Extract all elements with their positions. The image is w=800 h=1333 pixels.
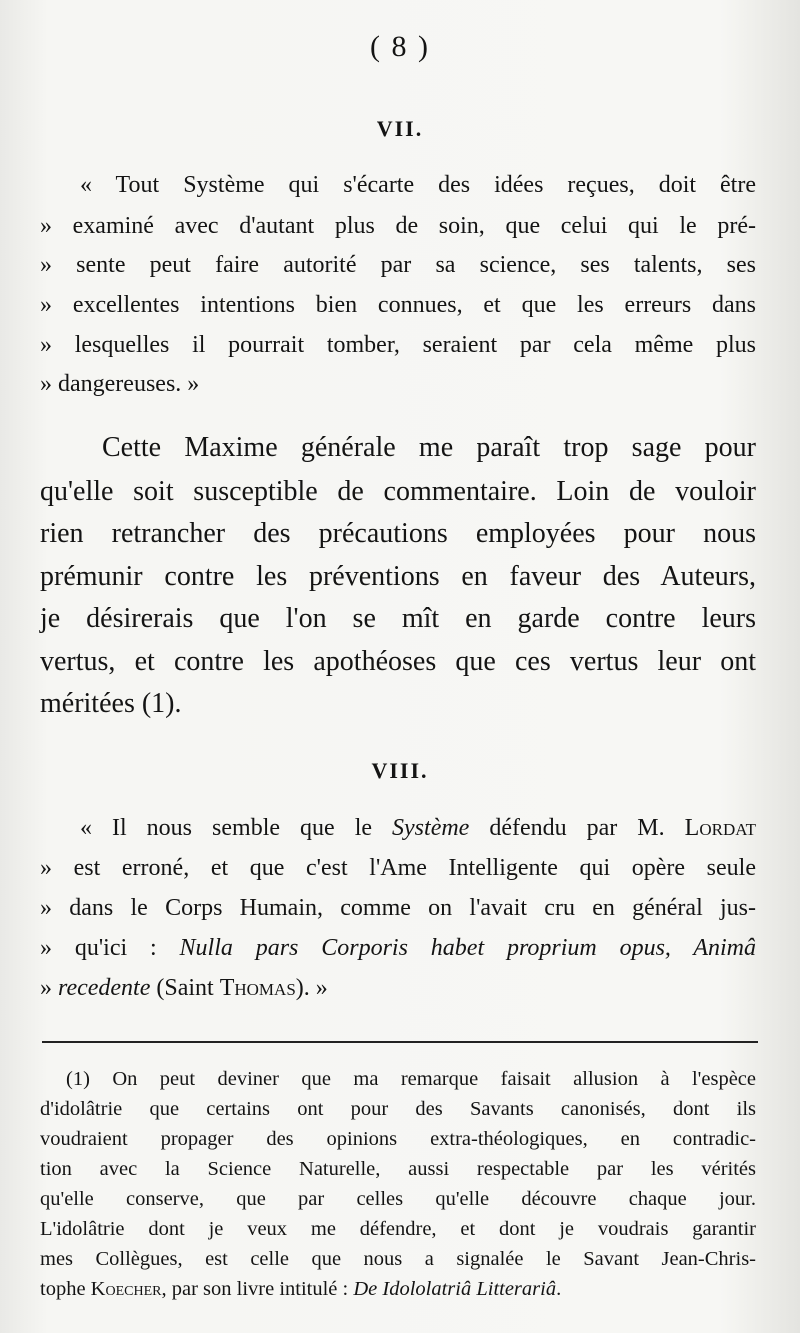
body-line: qu'elle soit susceptible de commentaire. Loin de vouloir (40, 476, 756, 507)
footnote-line: voudraient propager des opinions extra-théologiques, en contradic- (40, 1128, 756, 1150)
quote-line: » est erroné, et que c'est l'Ame Intelligente qui opère seule (40, 855, 756, 881)
footnote-line: (1) On peut deviner que ma remarque faisait allusion à l'espèce (66, 1068, 756, 1090)
body-line: rien retrancher des précautions employées pour nous (40, 518, 756, 549)
body-line: je désirerais que l'on se mît en garde contre leurs (40, 603, 756, 634)
quote-line: » lesquelles il pourrait tomber, seraient par cela même plus (40, 332, 756, 358)
section-heading-vii: VII. (376, 116, 424, 141)
quote-line: « Tout Système qui s'écarte des idées reçues, doit être (80, 172, 756, 198)
author-name: Koecher (90, 1278, 162, 1300)
quote-line: » sente peut faire autorité par sa science, ses talents, ses (40, 252, 756, 278)
footnote-line: L'idolâtrie dont je veux me défendre, et dont je voudrais garantir (40, 1218, 756, 1240)
quote-line: » examiné avec d'autant plus de soin, que celui qui le pré- (40, 213, 756, 239)
quote-line: « Il nous semble que le Système défendu par M. Lordat (80, 815, 757, 841)
latin-quote: recedente (58, 975, 151, 1001)
latin-quote: Nulla pars Corporis habet proprium opus, Animâ (179, 935, 756, 961)
page-number: ( 8 ) (370, 30, 430, 63)
footnote-line: tophe Koecher, par son livre intitulé : De Idololatriâ Litterariâ. (40, 1278, 562, 1300)
author-name: Thomas (219, 975, 296, 1001)
quote-line: » dangereuses. » (40, 371, 200, 397)
body-line: prémunir contre les préventions en faveur des Auteurs, (40, 561, 756, 592)
footnote-line: mes Collègues, est celle que nous a signalée le Savant Jean-Chris- (40, 1248, 756, 1270)
author-name: Lordat (684, 815, 757, 841)
italic-term: Système (392, 815, 470, 841)
footnote-line: d'idolâtrie que certains ont pour des Savants canonisés, dont ils (40, 1098, 756, 1120)
quote-line: » dans le Corps Humain, comme on l'avait cru en général jus- (40, 895, 756, 921)
quote-line: » qu'ici : Nulla pars Corporis habet proprium opus, Animâ (40, 935, 756, 961)
body-line: vertus, et contre les apothéoses que ces vertus leur ont (40, 646, 756, 677)
section-heading-viii: VIII. (371, 758, 429, 783)
footnote-line: tion avec la Science Naturelle, aussi respectable par les vérités (40, 1158, 756, 1180)
footnote-line: qu'elle conserve, que par celles qu'elle découvre chaque jour. (40, 1188, 756, 1210)
body-line: méritées (1). (40, 688, 182, 719)
footnote-divider (42, 1041, 758, 1043)
body-line: Cette Maxime générale me paraît trop sage pour (102, 432, 756, 463)
quote-line: » recedente (Saint Thomas). » (40, 975, 328, 1001)
quote-line: » excellentes intentions bien connues, et que les erreurs dans (40, 292, 756, 318)
book-title: De Idololatriâ Litterariâ (353, 1278, 557, 1300)
